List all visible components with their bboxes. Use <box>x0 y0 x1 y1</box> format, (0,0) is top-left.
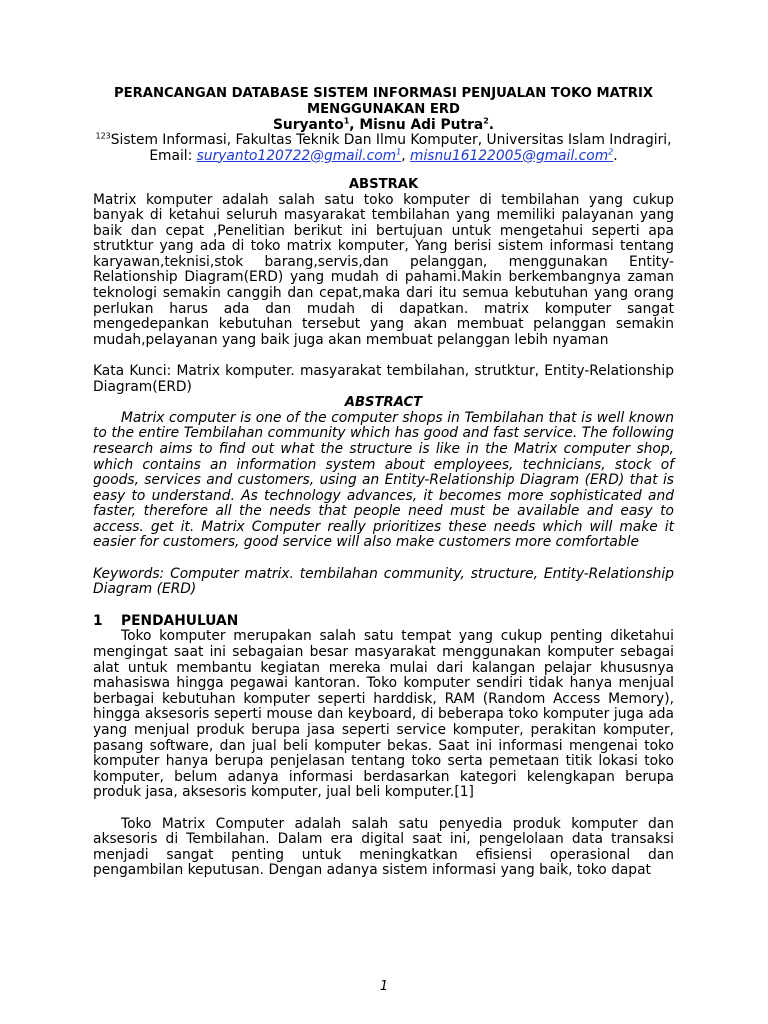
paper-title-line-2: MENGGUNAKAN ERD <box>307 101 460 117</box>
email-link-2[interactable]: misnu16122005@gmail.com$^2$ <box>410 146 614 164</box>
page-number: 1 <box>379 979 389 994</box>
email-separator: , <box>401 147 410 164</box>
author-end: . <box>488 117 495 133</box>
paper-title-line-1: PERANCANGAN DATABASE SISTEM INFORMASI PENJUALAN TOKO MATRIX <box>113 86 654 101</box>
kata-kunci: Kata Kunci: Matrix komputer. masyarakat tembilahan, strutktur, Entity-Relationship Diagram(ERD) <box>93 363 674 395</box>
affiliation-sup: 123 <box>95 131 111 141</box>
author-1-sup: 1 <box>343 116 350 126</box>
author-1: Suryanto <box>272 117 344 133</box>
authors <box>93 117 674 133</box>
abstrak-heading: ABSTRAK <box>348 177 419 192</box>
email-label: Email: <box>149 147 197 164</box>
section-1-title: PENDAHULUAN <box>121 613 239 630</box>
email-line <box>93 146 674 165</box>
affiliation <box>93 133 674 149</box>
email-1-sup: 1 <box>396 146 402 156</box>
author-2-sup: 2 <box>483 116 489 126</box>
section-1-paragraph-2: Toko Matrix Computer adalah salah satu penyedia produk komputer dan aksesoris di Tembilahan. Dalam era digital saat ini, pengelolaan data transaksi menjadi sangat penting untuk meningkatkan efisiensi operasional dan pengambilan keputusan. Dengan adanya sistem informasi yang baik, toko dapat <box>93 815 674 879</box>
email-2-sup: 2 <box>608 146 614 156</box>
author-separator: , <box>349 117 360 133</box>
email-end: . <box>613 147 618 164</box>
abstrak-text: Matrix komputer adalah salah satu toko komputer di tembilahan yang cukup banyak di ketahui seluruh masyarakat tembilahan yang memiliki palayanan yang baik dan cepat ,Penelitian berikut ini bertujuan untuk mengetahui seperti apa strutktur yang ada di toko matrix komputer, Yang berisi sistem informasi tentang karyawan,teknisi,stok barang,servis,dan pelanggan, menggunakan Entity-Relationship Diagram(ERD) yang mudah di pahami.Makin berkembangnya zaman teknologi semakin canggih dan cepat,maka dari itu semua kebutuhan yang orang perlukan harus ada dan mudah di dapatkan. matrix komputer sangat mengedepankan kebutuhan tersebut yang akan membuat pelanggan semakin mudah,pelayanan yang baik juga akan membuat pelanggan lebih nyaman <box>93 191 674 348</box>
author-2: Misnu Adi Putra <box>359 117 484 133</box>
keywords: Keywords: Computer matrix. tembilahan community, structure, Entity-Relationship Diagram (ERD) <box>93 565 674 598</box>
section-1-heading <box>93 613 674 629</box>
affiliation-text: Sistem Informasi, Fakultas Teknik Dan Ilmu Komputer, Universitas Islam Indragiri, <box>110 132 672 148</box>
abstract-heading: ABSTRACT <box>344 395 423 411</box>
abstract-text: Matrix computer is one of the computer shops in Tembilahan that is well known to the entire Tembilahan community which has good and fast service. The following research aims to find out what the structure is like in the Matrix computer shop, which contains an information system about employees, technicians, stock of goods, services and customers, using an Entity-Relationship Diagram (ERD) that is easy to understand. As technology advances, it becomes more sophisticated and faster, therefore all the needs that people need must be available and easy to access. get it. Matrix Computer really prioritizes these needs which will make it easier for customers, good service will also make customers more comfortable <box>93 409 674 551</box>
paper-page <box>93 86 674 879</box>
section-1-paragraph-1: Toko komputer merupakan salah satu tempat yang cukup penting diketahui mengingat saat ini sebagaian besar masyarakat menggunakan komputer sebagai alat untuk membantu kegiatan mereka mulai dari kalangan pelajar khususnya mahasiswa hingga pegawai kantoran. Toko komputer sendiri tidak hanya menjual berbagai kebutuhan komputer seperti harddisk, RAM (Random Access Memory), hingga aksesoris seperti mouse dan keyboard, di beberapa toko komputer juga ada yang menjual produk berupa jasa seperti service komputer, perakitan komputer, pasang software, dan jual beli komputer bekas. Saat ini informasi mengenai toko komputer hanya berupa penjelasan tentang toko serta pemetaan titik lokasi toko komputer, belum adanya informasi berdasarkan kategori kelengkapan berupa produk jasa, aksesoris komputer, jual beli komputer.[1] <box>93 628 674 801</box>
email-link-1[interactable]: suryanto120722@gmail.com$^1$ <box>196 146 402 164</box>
section-1-number: 1 <box>93 613 103 630</box>
